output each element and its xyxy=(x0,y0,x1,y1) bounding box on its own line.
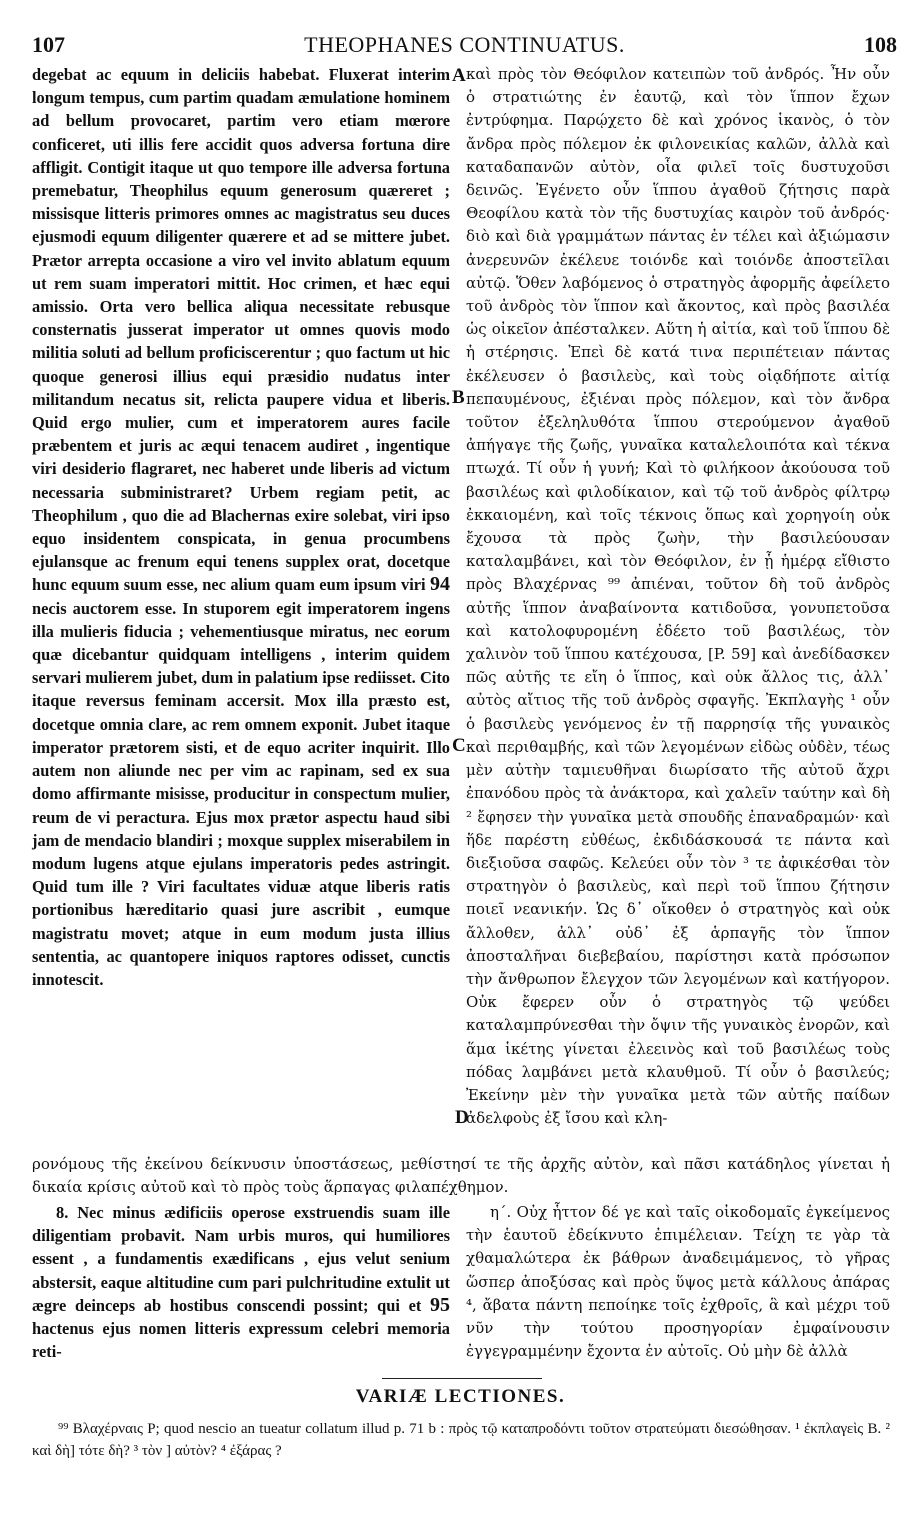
latin-text-part-1: degebat ac equum in deliciis habebat. Fluxerat interim longum tempus, cum partim quadam æmulatione hominem ad bellum provocaret, partim vero etiam mœrore conficeret, uti illis fere accidit quos adversa fortuna dire affligit. Contigit itaque ut quo tempore ille adversa fortuna premebatur, Theophilus equum generosum quæreret ; missisque litteris primores omnes ac magistratus seu duces ejusmodi equum diligenter quærere et ad se mittere jubet. Prætor arrepta occasione a viro vel invito ablatum equum ut rem suam imperatori mittit. Hoc crimen, et hæc equi amissio. Orta vero bellica aliqua necessitate rebusque consternatis jusserat imperator ut omnes quovis modo militia soluti ad bellum proficiscerentur ; quo factum ut hic quoque generosi illius equi præsidio nudatus inter militandum necatus sit, relicta paupere vidua et liberis. Quid ergo mulier, cum et imperatorem aures facile præbentem et juris ac æqui tenacem audiret , ingentique viri desiderio flagraret, nec haberet unde liberis ad victum necessaria subministraret? Urbem regiam petit, ac Theophilum , quo die ad Blachernas exire solebat, viri ipso equo insidentem conspicata, in genua procumbens ejulansque ac frenum equi tenens supplex orat, docetque hunc equum suum esse, nec alium quam eum ipsum viri xyxy=(32,65,450,595)
section-8-latin-text: 8. Nec minus ædificiis operose exstruendis suam ille diligentiam probavit. Nam urbis muros, qui humiliores essent , a fundamentis exædificans , ejus velut senium abstersit, eaque altitudine cum pari pulchritudine extulit ut ægre deinceps ab hostibus conscendi possint; qui et xyxy=(32,1203,450,1315)
page-mark-95: 95 xyxy=(430,1293,450,1316)
page-mark-94: 94 xyxy=(430,573,450,596)
margin-marker-c: C xyxy=(452,735,466,756)
page-number-left: 107 xyxy=(32,32,65,57)
divider xyxy=(382,1378,542,1379)
margin-marker-d: D xyxy=(455,1107,469,1128)
margin-marker-b: B xyxy=(452,387,465,408)
latin-column xyxy=(32,63,450,991)
running-title: THEOPHANES CONTINUATUS. xyxy=(304,32,625,57)
page-header xyxy=(32,28,897,62)
page-number-right: 108 xyxy=(864,32,897,57)
section-8-latin-end: hactenus ejus nomen litteris expressum celebri memoria reti- xyxy=(32,1319,450,1362)
margin-marker-a: A xyxy=(452,65,466,86)
full-width-greek-text: ρονόμους τῆς ἐκείνου δείκνυσιν ὑποστάσεως, μεθίστησί τε τῆς ἀρχῆς αὐτὸν, καὶ πᾶσι κατάδηλος γίνεται ἡ δικαία κρίσις αὐτοῦ καὶ τὸ πρὸς τοὺς ἅρπαγας φιλαπέχθημον. xyxy=(32,1155,890,1196)
variae-lectiones-title: VARIÆ LECTIONES. xyxy=(355,1386,566,1407)
latin-paragraph xyxy=(32,63,450,991)
greek-column xyxy=(466,63,890,1130)
greek-paragraph: καὶ πρὸς τὸν Θεόφιλον κατειπὼν τοῦ ἀνδρός. Ἦν οὖν ὁ στρατιώτης ἐν ἑαυτῷ, καὶ τὸν ἵππον ἔχων ἐντρύφημα. Παρῴχετο δὲ καὶ χρόνος ἱκανὸς, ὁ τὸν ἄνδρα πρὸς πόλεμον ἐκ φιλονεικίας καλῶν, ἀλλὰ καὶ καταδαπανῶν αὐτὸν, οἷα φιλεῖ τοῖς δυστυχοῦσι δεινῶς. Ἐγένετο οὖν ἵππου ἀγαθοῦ ζήτησις παρὰ Θεοφίλου κατὰ τὸν τῆς δυστυχίας καιρὸν τοῦ ἀνδρός· διὸ καὶ διὰ γραμμάτων πάντας ἐν τέλει καὶ ἀξιώμασιν ἀνερευνῶν ἐκέλευε τοιόνδε καὶ τοιόνδε ἀποστεῖλαι αὐτῷ. Ὅθεν λαβόμενος ὁ στρατηγὸς ἀφορμῆς ἀφείλετο τοῦ ἀνδρὸς τὸν ἵππον καὶ ἄκοντος, καὶ πρὸς βασιλέα ὡς οἰκεῖον ἀπέσταλκεν. Αὕτη ἡ αἰτία, καὶ τοῦ ἵππου δὲ ἡ στέρησις. Ἐπεὶ δὲ κατά τινα περιπέτειαν πάντας ἐκέλευσεν ὁ βασιλεὺς, καὶ τοὺς οἱᾳδήποτε αἰτίᾳ πεπαυμένους, ἐξιέναι πρὸς πόλεμον, καὶ τὸν ἄνδρα τοῦτον ἐξεληλυθότα ἵππου στερούμενον ἀγαθοῦ ἀπήγαγε τῆς ζωῆς, γυναῖκα καταλελοιπότα καὶ τέκνα πτωχά. Τί οὖν ἡ γυνή; Καὶ τὸ φιλήκοον ἀκούουσα τοῦ βασιλέως καὶ φιλοδίκαιον, καὶ τῷ τοῦ ἀνδρὸς φίλτρῳ ἐκκαιομένη, καὶ τοῖς τέκνοις ὅπως καὶ χορηγοίη οὐκ ἔχουσα τὰ πρὸς ζωὴν, τὴν βασιλεύουσαν καταλαμβάνει, καὶ τὸν Θεόφιλον, ἐν ᾗ ἡμέρᾳ εἴθιστο πρὸς Βλαχέρνας ⁹⁹ ἀπιέναι, τοῦτον δὴ τοῦ ἀνδρὸς αὐτῆς ἵππον ἀναβαίνοντα κατιδοῦσα, γονυπετοῦσα καὶ κατολοφυρομένη ἐδέετο τοῦ βασιλέως, τὸν χαλινὸν τοῦ ἵππου κατέχουσα, [P. 59] καὶ ἀνεδίδασκεν πῶς αὐτῆς τε εἴη ὁ ἵππος, καὶ οὐκ ἄλλος τις, ἀλλ᾽ αὐτὸς αἴτιος τῆς τοῦ ἀνδρὸς σφαγῆς. Ἐκπλαγὴς ¹ οὖν ὁ βασιλεὺς γενόμενος ἐν τῇ παρρησίᾳ τῆς γυναικὸς καὶ περιθαμβής, καὶ τῶν λεγομένων εἰδὼς οὐδὲν, τέως μὲν αὐτὴν ταμιευθῆναι διωρίσατο τῆς αὐτοῦ ἄχρι ἐπανόδου πρὸς τὰ ἀνάκτορα, καὶ χαλεῖν ταύτην καὶ δὴ ² ἔφησεν τὴν γυναῖκα μετὰ σπουδῆς ἐπαναδραμών· καὶ ἥδε παρέστη εὐθέως, ἐκδιδάσκουσά τε πάντα καὶ διεξιοῦσα σαφῶς. Κελεύει οὖν τὸν ³ τε ἀφικέσθαι τὸν στρατηγὸν ὁ βασιλεὺς, καὶ περὶ τοῦ ἵππου ζήτησιν ποιεῖ νεανικήν. Ὡς δ᾽ οἴκοθεν ὁ στρατηγὸς καὶ οὐκ ἄλλοθεν, ἀλλ᾽ οὐδ᾽ ἐξ ἁρπαγῆς τὸν ἵππον ἀποσταλῆναι διεβεβαίου, παρίστησι κατὰ πρόσωπον τὴν ἄνθρωπον ἔλεγχον τῶν λεγομένων καὶ κατήγορον. Οὐκ ἔφερεν οὖν ὁ στρατηγὸς τῷ ψεύδει καταλαμπρύνεσθαι τὴν ὄψιν τῆς γυναικὸς ἐνορῶν, καὶ ἅμα ἱκέτης γίνεται ἐλεεινὸς καὶ τοῦ βασιλέως τοὺς πόδας λαμβάνει μετὰ κλαυθμοῦ. Τί οὖν ὁ βασιλεύς; Ἐκείνην μὲν τὴν γυναῖκα μετὰ τῶν αὐτῆς παίδων ἀδελφοὺς ἐξ ἴσου καὶ κλη- xyxy=(466,65,890,1128)
section-8-greek: η΄. Οὐχ ἧττον δέ γε καὶ ταῖς οἰκοδομαῖς ἐγκείμενος τὴν ἑαυτοῦ ἐδείκνυτο ἐπιμέλειαν. Τείχη τε γὰρ τὰ χθαμαλώτερα ἐκ βάθρων ἀναδειμάμενος, τὸ γῆρας ὥσπερ ἀποξύσας καὶ πρὸς ὕψος μετὰ κάλλους ἀπάρας ⁴, ἄβατα πάντη πεποίηκε τοῖς ἐχθροῖς, ἃ καὶ μέχρι τοῦ νῦν τὴν τούτου προσηγορίαν ἐμφαίνουσιν ἐγγεγραμμένην ἔχοντα ἐν αὐτοῖς. Οὐ μὴν δὲ ἀλλὰ xyxy=(466,1203,890,1361)
variae-lectiones-text: ⁹⁹ Βλαχέρναις P; quod nescio an tueatur collatum illud p. 71 b : πρὸς τῷ καταπροδόντι τοῦτον στρατεύματι διεσώθησαν. ¹ ἐκπλαγεὶς B. ² καὶ δὴ] τότε δὴ? ³ τὸν ] αὐτὸν? ⁴ ἐξάρας ? xyxy=(32,1421,890,1459)
section-8-latin xyxy=(32,1201,450,1363)
latin-text-part-2: necis auctorem esse. In stuporem egit imperatorem ingens illa mulieris fiducia ; vehementiusque miratus, nec eorum quæ dicebantur quidquam intelligens , interim quidem servari mulierem jubet, dum in palatium ipse rediisset. Cito itaque reversus feminam accersit. Mox illa præsto est, docetque omnia clare, ac rem omnem exponit. Jubet itaque imperator prætorem sisti, et de equo acriter inquirit. Illo autem non aliunde nec per vim ac rapinam, sed ex sua domo affirmante misisse, producitur in conspectum mulier, reum de vi peractura. Ejus mox prætor aspectu haud sibi jam de mendacio blandiri ; moxque supplex miserabilem in modum lugens atque ejulans imperatoris pedes astringit. Quid tum ille ? Viri facultates viduæ atque liberis ratis portionibus hæreditario quasi jure ascribit , eumque magistratu movet; atque in eum modum justa illius sententia, ac quantopere iniquos raptores odisset, cunctis innotescit. xyxy=(32,598,450,989)
